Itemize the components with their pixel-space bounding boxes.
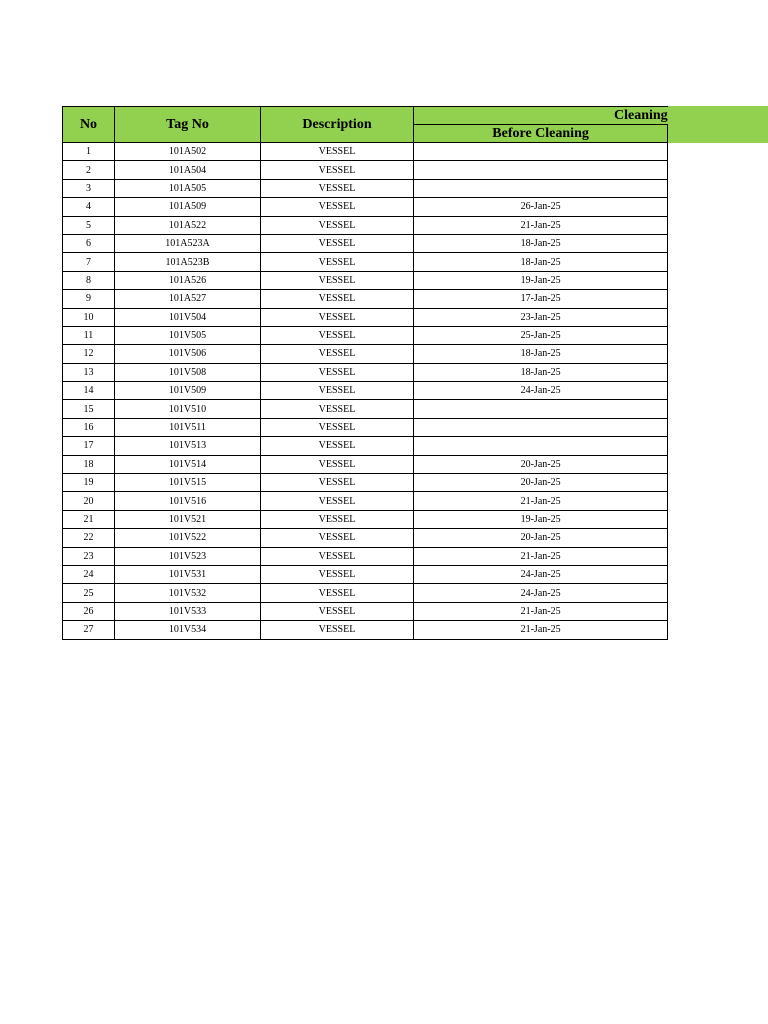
cell-tag-no: 101A523A xyxy=(115,234,261,252)
cell-tag-no: 101A523B xyxy=(115,253,261,271)
cell-before-cleaning xyxy=(414,143,668,161)
col-header-no: No xyxy=(63,107,115,143)
cell-tag-no: 101V516 xyxy=(115,492,261,510)
table-row xyxy=(63,418,668,436)
cell-no: 20 xyxy=(63,492,115,510)
cell-tag-no: 101V533 xyxy=(115,602,261,620)
cell-tag-no: 101A505 xyxy=(115,179,261,197)
cell-no: 26 xyxy=(63,602,115,620)
cell-tag-no: 101A509 xyxy=(115,198,261,216)
cell-description: VESSEL xyxy=(261,510,414,528)
cell-no: 24 xyxy=(63,565,115,583)
cell-no: 25 xyxy=(63,584,115,602)
spreadsheet-table-region xyxy=(62,106,768,640)
cell-tag-no: 101V509 xyxy=(115,382,261,400)
table-row xyxy=(63,529,668,547)
cell-before-cleaning xyxy=(414,161,668,179)
cell-tag-no: 101V511 xyxy=(115,418,261,436)
col-header-description: Description xyxy=(261,107,414,143)
cell-before-cleaning: 20-Jan-25 xyxy=(414,529,668,547)
cell-no: 13 xyxy=(63,363,115,381)
cell-before-cleaning: 18-Jan-25 xyxy=(414,234,668,252)
cell-before-cleaning: 21-Jan-25 xyxy=(414,602,668,620)
col-header-cleaning-group: Cleaning xyxy=(414,107,668,125)
cell-no: 16 xyxy=(63,418,115,436)
cell-tag-no: 101V510 xyxy=(115,400,261,418)
cell-before-cleaning: 24-Jan-25 xyxy=(414,565,668,583)
cell-tag-no: 101V504 xyxy=(115,308,261,326)
cell-no: 3 xyxy=(63,179,115,197)
cell-tag-no: 101A502 xyxy=(115,143,261,161)
cell-no: 17 xyxy=(63,437,115,455)
cell-before-cleaning: 21-Jan-25 xyxy=(414,216,668,234)
cell-tag-no: 101V534 xyxy=(115,621,261,639)
table-row xyxy=(63,547,668,565)
cell-description: VESSEL xyxy=(261,234,414,252)
col-header-before-cleaning: Before Cleaning xyxy=(414,125,668,143)
table-row xyxy=(63,271,668,289)
table-row xyxy=(63,565,668,583)
table-body xyxy=(63,143,668,640)
table-row xyxy=(63,621,668,639)
cell-no: 6 xyxy=(63,234,115,252)
table-row xyxy=(63,161,668,179)
header-row-top xyxy=(63,107,668,125)
cell-before-cleaning: 24-Jan-25 xyxy=(414,382,668,400)
cell-no: 15 xyxy=(63,400,115,418)
cell-no: 9 xyxy=(63,290,115,308)
cell-tag-no: 101V515 xyxy=(115,474,261,492)
table-row xyxy=(63,363,668,381)
table-row xyxy=(63,253,668,271)
table-row xyxy=(63,455,668,473)
cell-before-cleaning xyxy=(414,418,668,436)
cell-description: VESSEL xyxy=(261,179,414,197)
cell-description: VESSEL xyxy=(261,290,414,308)
cell-before-cleaning xyxy=(414,400,668,418)
cell-before-cleaning xyxy=(414,179,668,197)
cell-description: VESSEL xyxy=(261,308,414,326)
table-row xyxy=(63,290,668,308)
cell-tag-no: 101V508 xyxy=(115,363,261,381)
table-row xyxy=(63,143,668,161)
cell-description: VESSEL xyxy=(261,253,414,271)
table-row xyxy=(63,308,668,326)
table-row xyxy=(63,400,668,418)
table-row xyxy=(63,345,668,363)
table-row xyxy=(63,234,668,252)
cell-before-cleaning: 24-Jan-25 xyxy=(414,584,668,602)
cell-tag-no: 101V505 xyxy=(115,326,261,344)
cell-before-cleaning: 25-Jan-25 xyxy=(414,326,668,344)
table-row xyxy=(63,510,668,528)
cell-description: VESSEL xyxy=(261,161,414,179)
table-row xyxy=(63,179,668,197)
cell-description: VESSEL xyxy=(261,345,414,363)
cell-before-cleaning: 19-Jan-25 xyxy=(414,271,668,289)
cell-before-cleaning: 21-Jan-25 xyxy=(414,492,668,510)
cell-before-cleaning: 23-Jan-25 xyxy=(414,308,668,326)
cell-before-cleaning: 19-Jan-25 xyxy=(414,510,668,528)
cell-no: 2 xyxy=(63,161,115,179)
cell-description: VESSEL xyxy=(261,437,414,455)
cell-description: VESSEL xyxy=(261,584,414,602)
cell-before-cleaning xyxy=(414,437,668,455)
cell-before-cleaning: 18-Jan-25 xyxy=(414,253,668,271)
table-row xyxy=(63,326,668,344)
cell-description: VESSEL xyxy=(261,529,414,547)
cell-before-cleaning: 26-Jan-25 xyxy=(414,198,668,216)
cell-no: 14 xyxy=(63,382,115,400)
cell-tag-no: 101V531 xyxy=(115,565,261,583)
cell-no: 4 xyxy=(63,198,115,216)
cell-no: 7 xyxy=(63,253,115,271)
cell-tag-no: 101A527 xyxy=(115,290,261,308)
cell-no: 19 xyxy=(63,474,115,492)
cell-description: VESSEL xyxy=(261,621,414,639)
cell-description: VESSEL xyxy=(261,198,414,216)
cell-no: 11 xyxy=(63,326,115,344)
cell-description: VESSEL xyxy=(261,418,414,436)
cell-description: VESSEL xyxy=(261,547,414,565)
cell-before-cleaning: 17-Jan-25 xyxy=(414,290,668,308)
cell-description: VESSEL xyxy=(261,143,414,161)
cell-description: VESSEL xyxy=(261,363,414,381)
cell-tag-no: 101V506 xyxy=(115,345,261,363)
table-row xyxy=(63,198,668,216)
cell-no: 10 xyxy=(63,308,115,326)
cell-description: VESSEL xyxy=(261,602,414,620)
cell-before-cleaning: 21-Jan-25 xyxy=(414,547,668,565)
cell-no: 1 xyxy=(63,143,115,161)
cell-before-cleaning: 20-Jan-25 xyxy=(414,474,668,492)
cell-description: VESSEL xyxy=(261,400,414,418)
cell-before-cleaning: 18-Jan-25 xyxy=(414,363,668,381)
cell-tag-no: 101A504 xyxy=(115,161,261,179)
table-row xyxy=(63,437,668,455)
cell-description: VESSEL xyxy=(261,455,414,473)
cell-no: 5 xyxy=(63,216,115,234)
cell-tag-no: 101A522 xyxy=(115,216,261,234)
table-row xyxy=(63,584,668,602)
cell-tag-no: 101V521 xyxy=(115,510,261,528)
cell-no: 23 xyxy=(63,547,115,565)
table-row xyxy=(63,602,668,620)
cell-description: VESSEL xyxy=(261,382,414,400)
cell-tag-no: 101V513 xyxy=(115,437,261,455)
cell-no: 21 xyxy=(63,510,115,528)
table-row xyxy=(63,382,668,400)
table-header xyxy=(63,107,668,143)
table-row xyxy=(63,216,668,234)
cell-tag-no: 101V522 xyxy=(115,529,261,547)
cleaning-schedule-table xyxy=(62,106,668,640)
table-row xyxy=(63,492,668,510)
cell-before-cleaning: 21-Jan-25 xyxy=(414,621,668,639)
cell-tag-no: 101V532 xyxy=(115,584,261,602)
cell-description: VESSEL xyxy=(261,216,414,234)
cell-before-cleaning: 18-Jan-25 xyxy=(414,345,668,363)
cell-description: VESSEL xyxy=(261,326,414,344)
cell-tag-no: 101A526 xyxy=(115,271,261,289)
cell-before-cleaning: 20-Jan-25 xyxy=(414,455,668,473)
cell-description: VESSEL xyxy=(261,565,414,583)
cell-description: VESSEL xyxy=(261,492,414,510)
cell-no: 8 xyxy=(63,271,115,289)
cell-no: 22 xyxy=(63,529,115,547)
cell-description: VESSEL xyxy=(261,474,414,492)
cell-no: 27 xyxy=(63,621,115,639)
cell-tag-no: 101V523 xyxy=(115,547,261,565)
cell-no: 18 xyxy=(63,455,115,473)
col-header-tag-no: Tag No xyxy=(115,107,261,143)
table-row xyxy=(63,474,668,492)
cell-tag-no: 101V514 xyxy=(115,455,261,473)
cell-no: 12 xyxy=(63,345,115,363)
cell-description: VESSEL xyxy=(261,271,414,289)
